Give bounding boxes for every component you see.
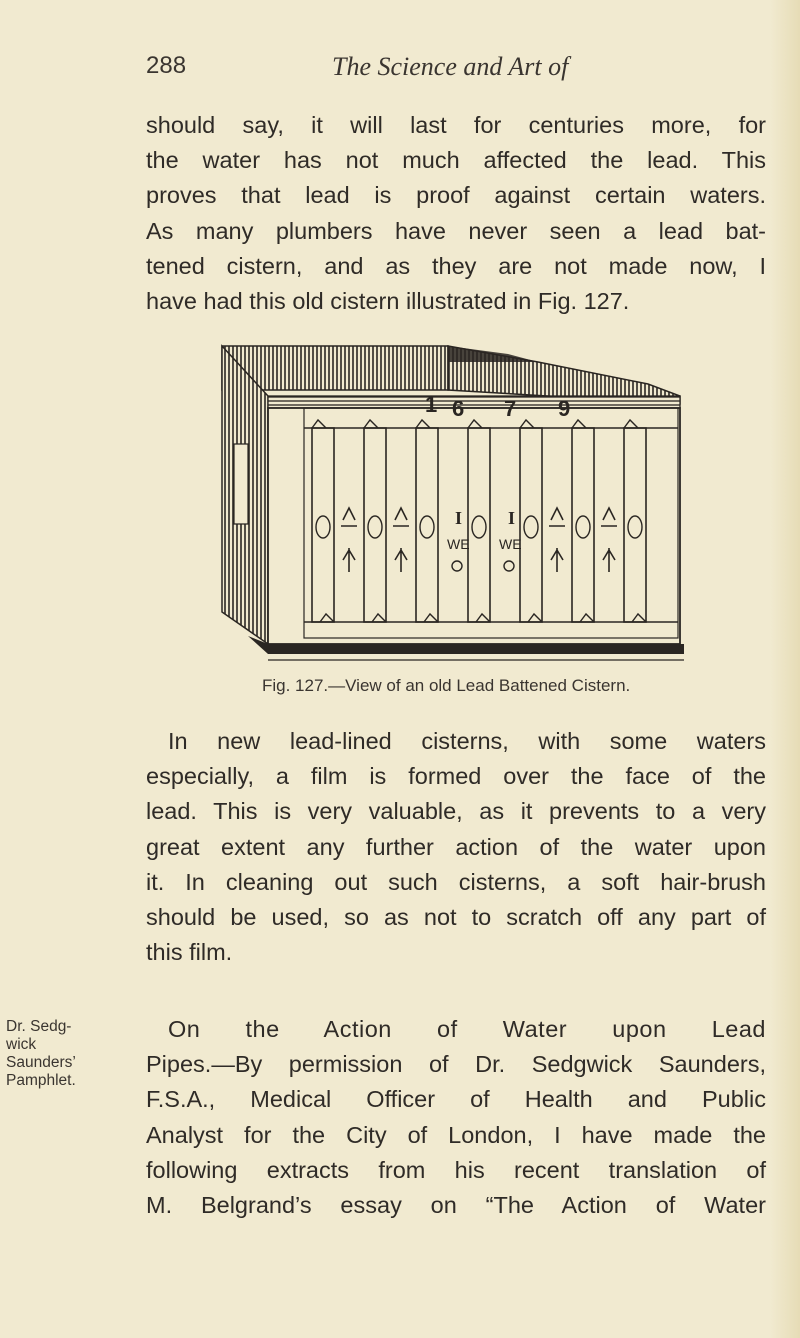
cistern-rim-shadow	[448, 346, 538, 362]
text-line: Analyst for the City of London, I have made the	[146, 1121, 766, 1148]
panel-mark-i-left: I	[455, 508, 463, 528]
margin-note-sedgwick	[6, 1018, 86, 1090]
margin-note-line: Dr. Sedg-	[6, 1018, 72, 1035]
text-line: M. Belgrand’s essay on “The Action of Water	[146, 1192, 766, 1219]
text-line: have had this old cistern illustrated in Fig. 127.	[146, 288, 630, 315]
text-line: In new lead-lined cisterns, with some waters	[168, 728, 766, 754]
text-line: especially, a film is formed over the face of the	[146, 763, 766, 790]
panel-mark-we-right: WE	[499, 536, 522, 552]
margin-note-line: Pamphlet.	[6, 1072, 76, 1089]
text-line: As many plumbers have never seen a lead bat-	[146, 217, 766, 244]
figure-number-9: 9	[558, 396, 571, 421]
text-line: tened cistern, and as they are not made now, I	[146, 252, 766, 279]
panel-mark-i-right: I	[508, 508, 516, 528]
left-wall-panel	[234, 444, 248, 524]
text-line: should be used, so as not to scratch off any part of	[146, 904, 766, 931]
text-line: Pipes.—By permission of Dr. Sedgwick Saunders,	[146, 1051, 766, 1078]
batten	[572, 428, 594, 622]
cistern-top-band	[268, 396, 680, 408]
batten	[468, 428, 490, 622]
section-heading: On the Action of Water upon Lead	[168, 1016, 766, 1042]
figure-number-1: 1	[425, 392, 438, 417]
paragraph-lead-film	[146, 724, 766, 970]
text-line: following extracts from his recent translation of	[146, 1156, 766, 1183]
figure-number-6: 6	[452, 396, 465, 421]
paragraph-action-of-water	[146, 1012, 766, 1223]
figure-number-7: 7	[504, 396, 517, 421]
page-number: 288	[146, 52, 187, 79]
batten	[520, 428, 542, 622]
text-line: the water has not much affected the lead. This	[146, 147, 766, 174]
paragraph-cistern-intro	[146, 108, 766, 319]
margin-note-line: Saunders’	[6, 1054, 76, 1071]
figure-caption: Fig. 127.—View of an old Lead Battened Cistern.	[262, 676, 631, 695]
text-line: it. In cleaning out such cisterns, a soft hair-brush	[146, 868, 766, 895]
text-line: lead. This is very valuable, as it prevents to a very	[146, 798, 766, 825]
text-line: this film.	[146, 939, 233, 966]
text-line: should say, it will last for centuries more, for	[146, 112, 766, 138]
batten	[364, 428, 386, 622]
panel-mark-we-left: WE	[447, 536, 470, 552]
cistern-illustration	[208, 344, 692, 666]
figure-lead-battened-cistern	[208, 344, 692, 666]
batten	[624, 428, 646, 622]
batten	[312, 428, 334, 622]
running-title: The Science and Art of	[332, 52, 569, 81]
text-line: F.S.A., Medical Officer of Health and Public	[146, 1086, 766, 1113]
margin-note-line: wick	[6, 1036, 37, 1053]
text-line: great extent any further action of the water upon	[146, 833, 766, 860]
page-header	[146, 52, 706, 92]
text-line: proves that lead is proof against certain waters.	[146, 182, 766, 209]
page-edge-shading	[770, 0, 800, 1338]
batten	[416, 428, 438, 622]
